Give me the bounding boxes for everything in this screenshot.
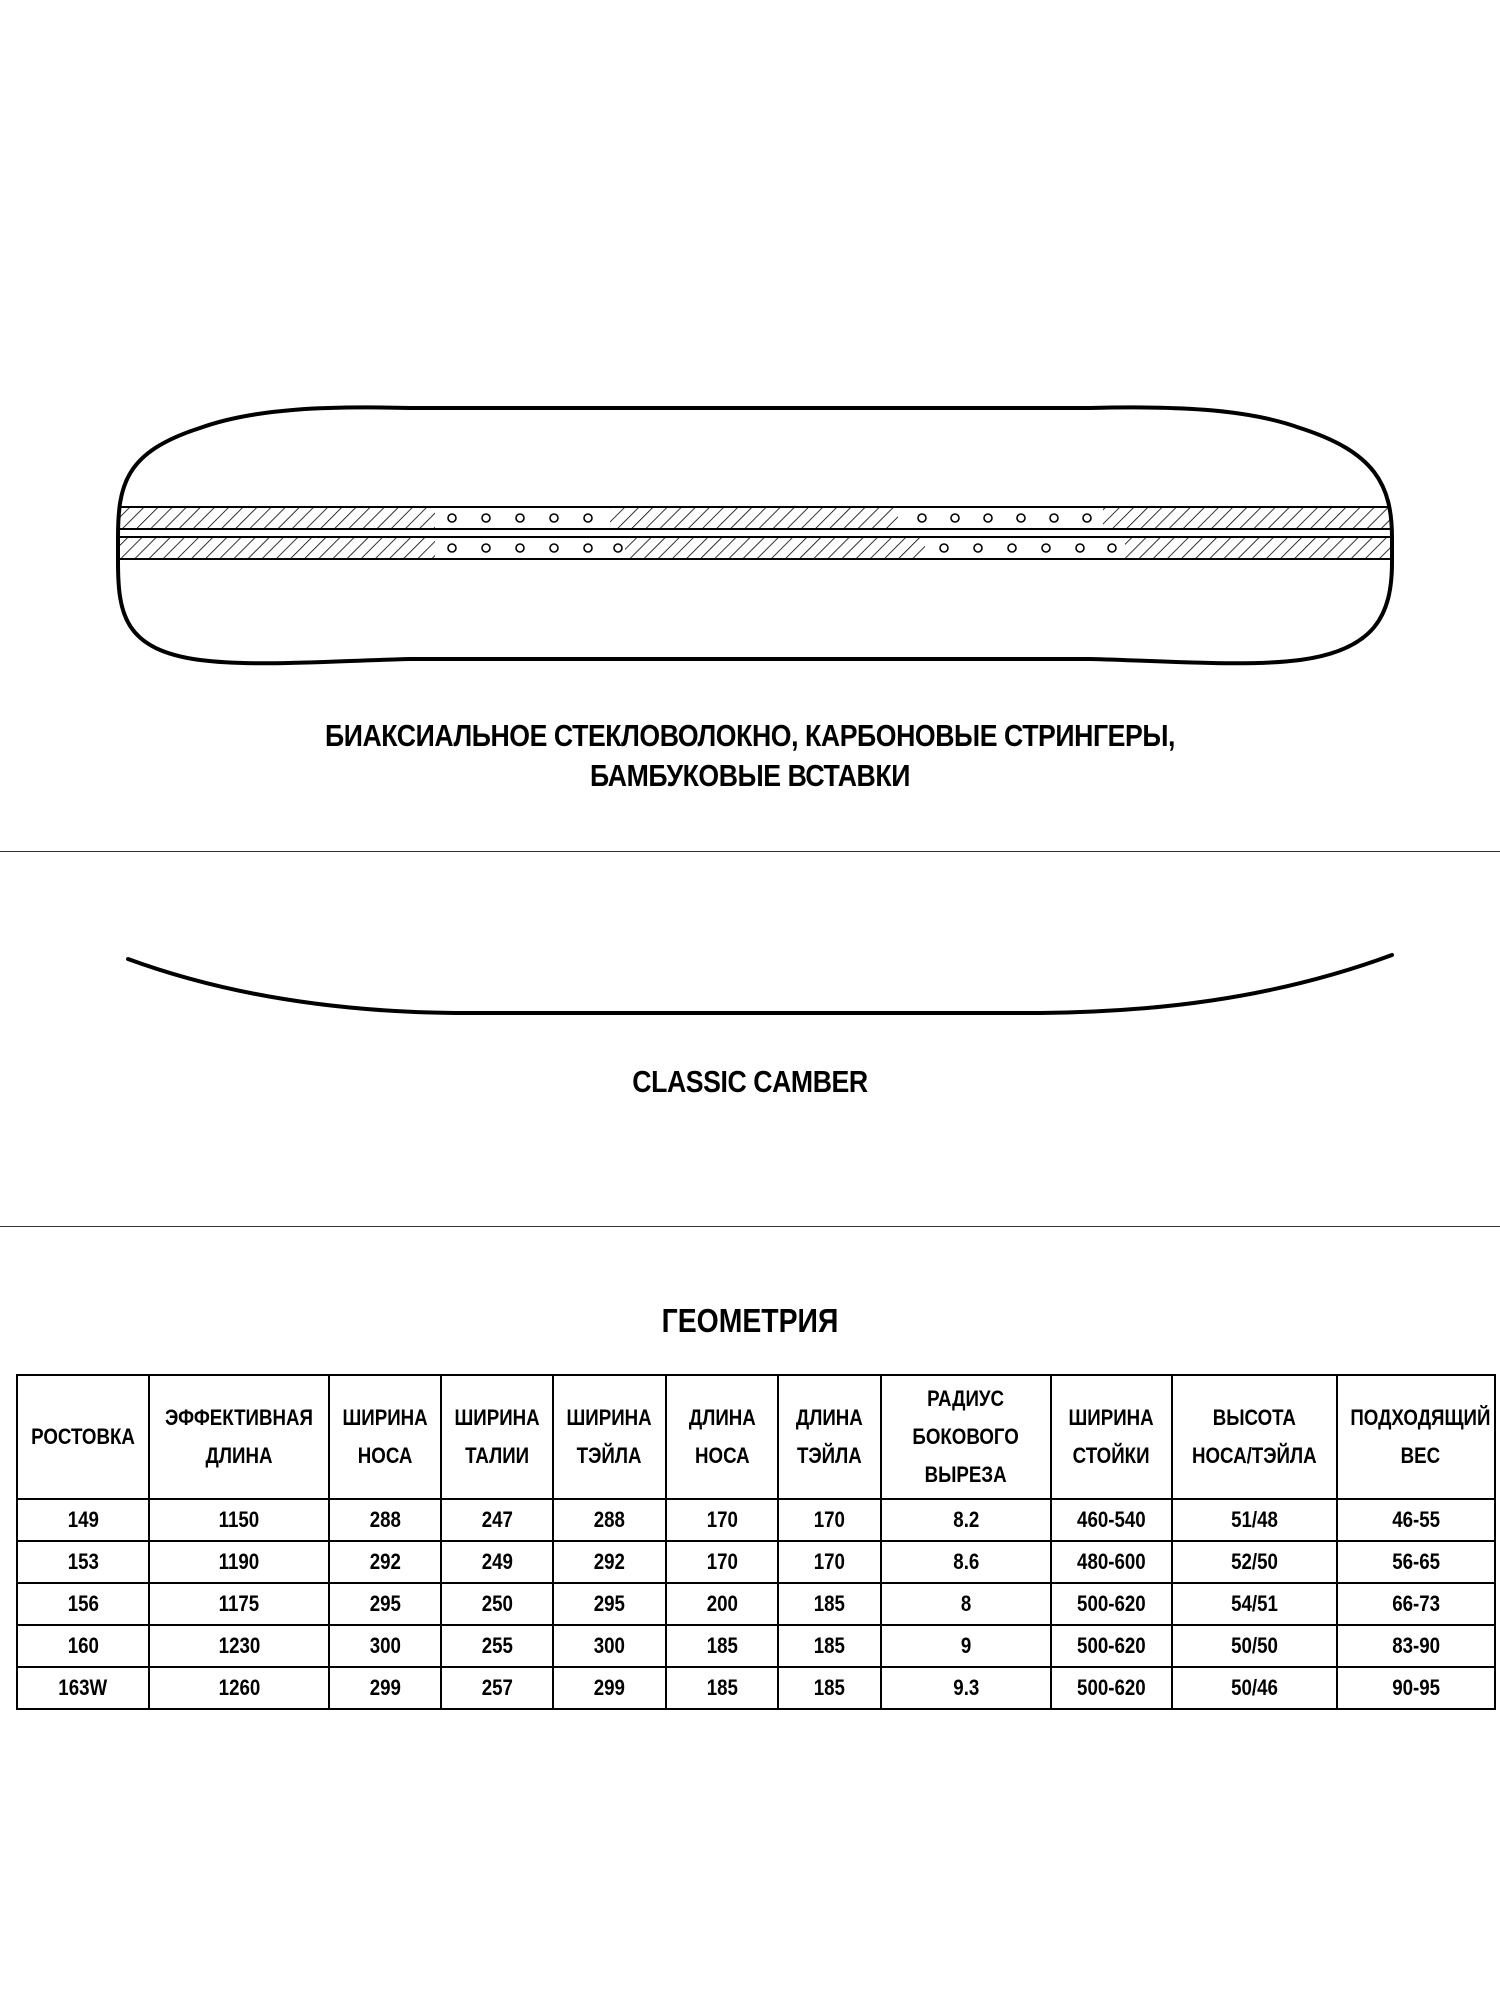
table-cell: 8 — [881, 1583, 1051, 1625]
table-header-row — [17, 1375, 1495, 1499]
header-cell: ЭФФЕКТИВНАЯ ДЛИНА — [149, 1375, 329, 1499]
header-cell: ШИРИНА НОСА — [329, 1375, 441, 1499]
table-cell: 185 — [778, 1667, 881, 1709]
table-row — [17, 1499, 1495, 1541]
construction-caption-line-1: БИАКСИАЛЬНОЕ СТЕКЛОВОЛОКНО, КАРБОНОВЫЕ СТРИНГЕРЫ, — [324, 718, 1176, 753]
geometry-table — [16, 1374, 1496, 1710]
table-cell: 8.2 — [881, 1499, 1051, 1541]
table-cell: 66-73 — [1337, 1583, 1495, 1625]
table-cell: 1190 — [149, 1541, 329, 1583]
table-cell: 1260 — [149, 1667, 329, 1709]
header-cell: РОСТОВКА — [17, 1375, 149, 1499]
table-cell: 9.3 — [881, 1667, 1051, 1709]
table-cell: 299 — [329, 1667, 441, 1709]
table-cell: 480-600 — [1051, 1541, 1172, 1583]
table-row — [17, 1625, 1495, 1667]
table-cell: 160 — [17, 1625, 149, 1667]
camber-profile-line — [128, 955, 1392, 1013]
table-cell: 9 — [881, 1625, 1051, 1667]
profile-caption: CLASSIC CAMBER — [632, 1064, 868, 1099]
table-cell: 1175 — [149, 1583, 329, 1625]
table-row — [17, 1583, 1495, 1625]
table-cell: 170 — [778, 1499, 881, 1541]
table-cell: 54/51 — [1172, 1583, 1337, 1625]
header-cell: РАДИУС БОКОВОГО ВЫРЕЗА — [881, 1375, 1051, 1499]
table-cell: 295 — [329, 1583, 441, 1625]
table-cell: 170 — [666, 1541, 778, 1583]
table-cell: 50/46 — [1172, 1667, 1337, 1709]
table-cell: 185 — [666, 1625, 778, 1667]
construction-caption-line-2: БАМБУКОВЫЕ ВСТАВКИ — [590, 758, 910, 793]
table-cell: 56-65 — [1337, 1541, 1495, 1583]
table-cell: 250 — [441, 1583, 553, 1625]
table-cell: 50/50 — [1172, 1625, 1337, 1667]
table-cell: 288 — [553, 1499, 666, 1541]
geometry-title: ГЕОМЕТРИЯ — [661, 1302, 839, 1339]
table-cell: 170 — [666, 1499, 778, 1541]
table-cell: 1150 — [149, 1499, 329, 1541]
table-cell: 500-620 — [1051, 1583, 1172, 1625]
header-cell: ВЫСОТА НОСА/ТЭЙЛА — [1172, 1375, 1337, 1499]
header-cell: ДЛИНА ТЭЙЛА — [778, 1375, 881, 1499]
table-cell: 1230 — [149, 1625, 329, 1667]
table-cell: 170 — [778, 1541, 881, 1583]
table-cell: 460-540 — [1051, 1499, 1172, 1541]
table-cell: 149 — [17, 1499, 149, 1541]
table-cell: 83-90 — [1337, 1625, 1495, 1667]
table-cell: 500-620 — [1051, 1625, 1172, 1667]
table-cell: 292 — [553, 1541, 666, 1583]
table-cell: 295 — [553, 1583, 666, 1625]
table-cell: 300 — [329, 1625, 441, 1667]
table-cell: 300 — [553, 1625, 666, 1667]
table-row — [17, 1667, 1495, 1709]
table-cell: 185 — [778, 1583, 881, 1625]
table-cell: 292 — [329, 1541, 441, 1583]
table-cell: 185 — [778, 1625, 881, 1667]
table-cell: 156 — [17, 1583, 149, 1625]
table-cell: 288 — [329, 1499, 441, 1541]
table-cell: 255 — [441, 1625, 553, 1667]
table-cell: 257 — [441, 1667, 553, 1709]
table-row — [17, 1541, 1495, 1583]
header-cell: ПОДХОДЯЩИЙ ВЕС — [1337, 1375, 1495, 1499]
table-cell: 52/50 — [1172, 1541, 1337, 1583]
table-cell: 90-95 — [1337, 1667, 1495, 1709]
table-cell: 8.6 — [881, 1541, 1051, 1583]
table-cell: 500-620 — [1051, 1667, 1172, 1709]
table-cell: 163W — [17, 1667, 149, 1709]
header-cell: ШИРИНА ТАЛИИ — [441, 1375, 553, 1499]
header-cell: ШИРИНА СТОЙКИ — [1051, 1375, 1172, 1499]
table-cell: 249 — [441, 1541, 553, 1583]
table-cell: 299 — [553, 1667, 666, 1709]
table-cell: 153 — [17, 1541, 149, 1583]
table-cell: 46-55 — [1337, 1499, 1495, 1541]
table-cell: 247 — [441, 1499, 553, 1541]
table-body — [17, 1499, 1495, 1709]
header-cell: ДЛИНА НОСА — [666, 1375, 778, 1499]
table-cell: 185 — [666, 1667, 778, 1709]
header-cell: ШИРИНА ТЭЙЛА — [553, 1375, 666, 1499]
table-cell: 200 — [666, 1583, 778, 1625]
section-divider — [0, 1226, 1500, 1227]
table-cell: 51/48 — [1172, 1499, 1337, 1541]
